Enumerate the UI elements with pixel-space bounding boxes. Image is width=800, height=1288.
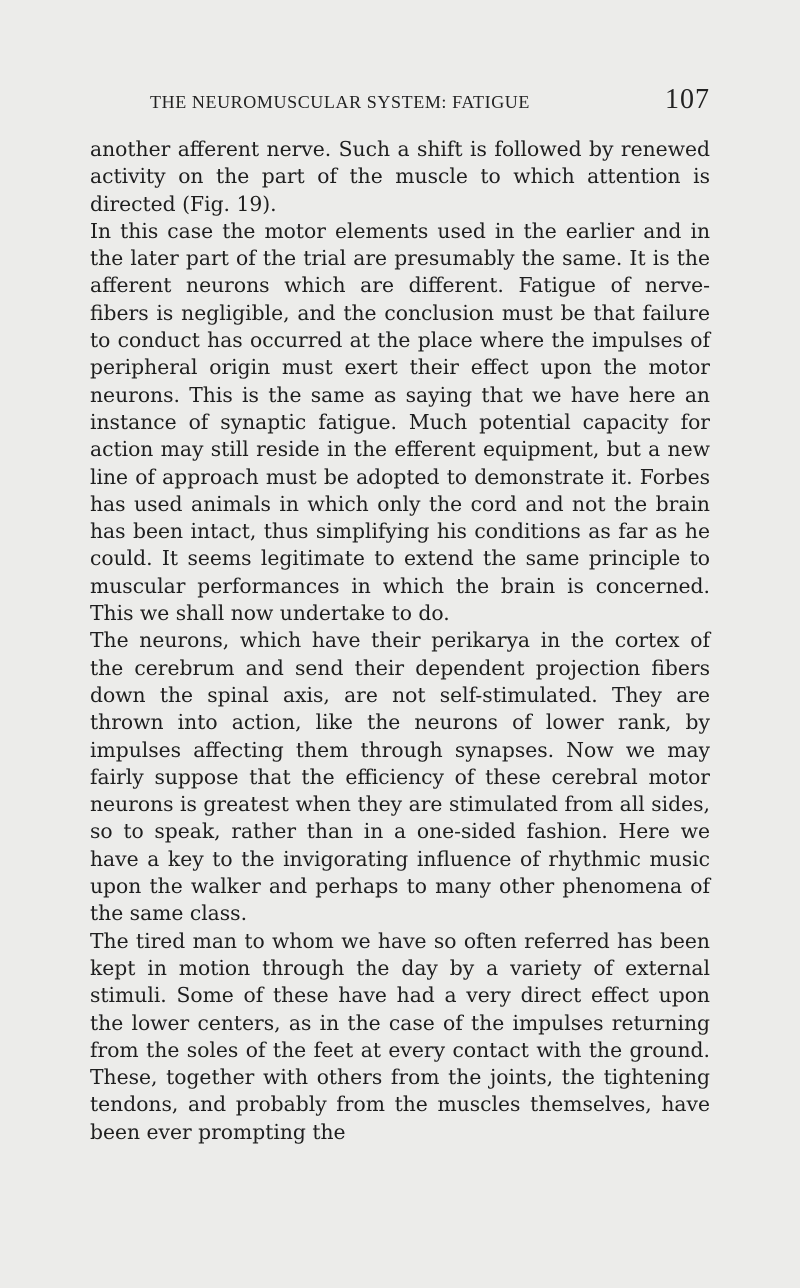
book-page	[90, 84, 710, 1146]
paragraph-cerebral-neurons: The neurons, which have their perikarya in the cortex of the cerebrum and send their dependent projection fibers down the spinal axis, are not self-stimulated. They are thrown into action, like the neurons of lower rank, by impulses affecting them through synapses. Now we may fairly suppose that the efficiency of these cerebral motor neurons is greatest when they are stimulated from all sides, so to speak, rather than in a one-sided fashion. Here we have a key to the invigorating influence of rhythmic music upon the walker and perhaps to many other phenomena of the same class.	[90, 628, 710, 926]
running-head	[90, 84, 710, 128]
body-text	[90, 136, 710, 1146]
paragraph-synaptic-fatigue: In this case the motor elements used in the earlier and in the later part of the trial are presumably the same. It is the afferent neurons which are different. Fatigue of nerve-fibers is negligible, and the conclusion must be that failure to conduct has occurred at the place where the impulses of peripheral origin must exert their effect upon the motor neurons. This is the same as saying that we have here an instance of synaptic fatigue. Much potential capacity for action may still reside in the efferent equipment, but a new line of approach must be adopted to demonstrate it. Forbes has used animals in which only the cord and not the brain has been intact, thus simplifying his conditions as far as he could. It seems legitimate to extend the same principle to muscular performances in which the brain is concerned. This we shall now undertake to do.	[90, 218, 710, 626]
paragraph-continued: another afferent nerve. Such a shift is followed by renewed activity on the part of the muscle to which attention is directed (Fig. 19).	[90, 137, 710, 216]
running-head-title: THE NEUROMUSCULAR SYSTEM: FATIGUE	[150, 92, 530, 112]
paragraph-tired-man: The tired man to whom we have so often referred has been kept in motion through the day by a variety of external stimuli. Some of these have had a very direct effect upon the lower centers, as in the case of the impulses returning from the soles of the feet at every contact with the ground. These, together with others from the joints, the tightening tendons, and probably from the muscles themselves, have been ever prompting the	[90, 928, 710, 1144]
page-number: 107	[665, 84, 710, 115]
